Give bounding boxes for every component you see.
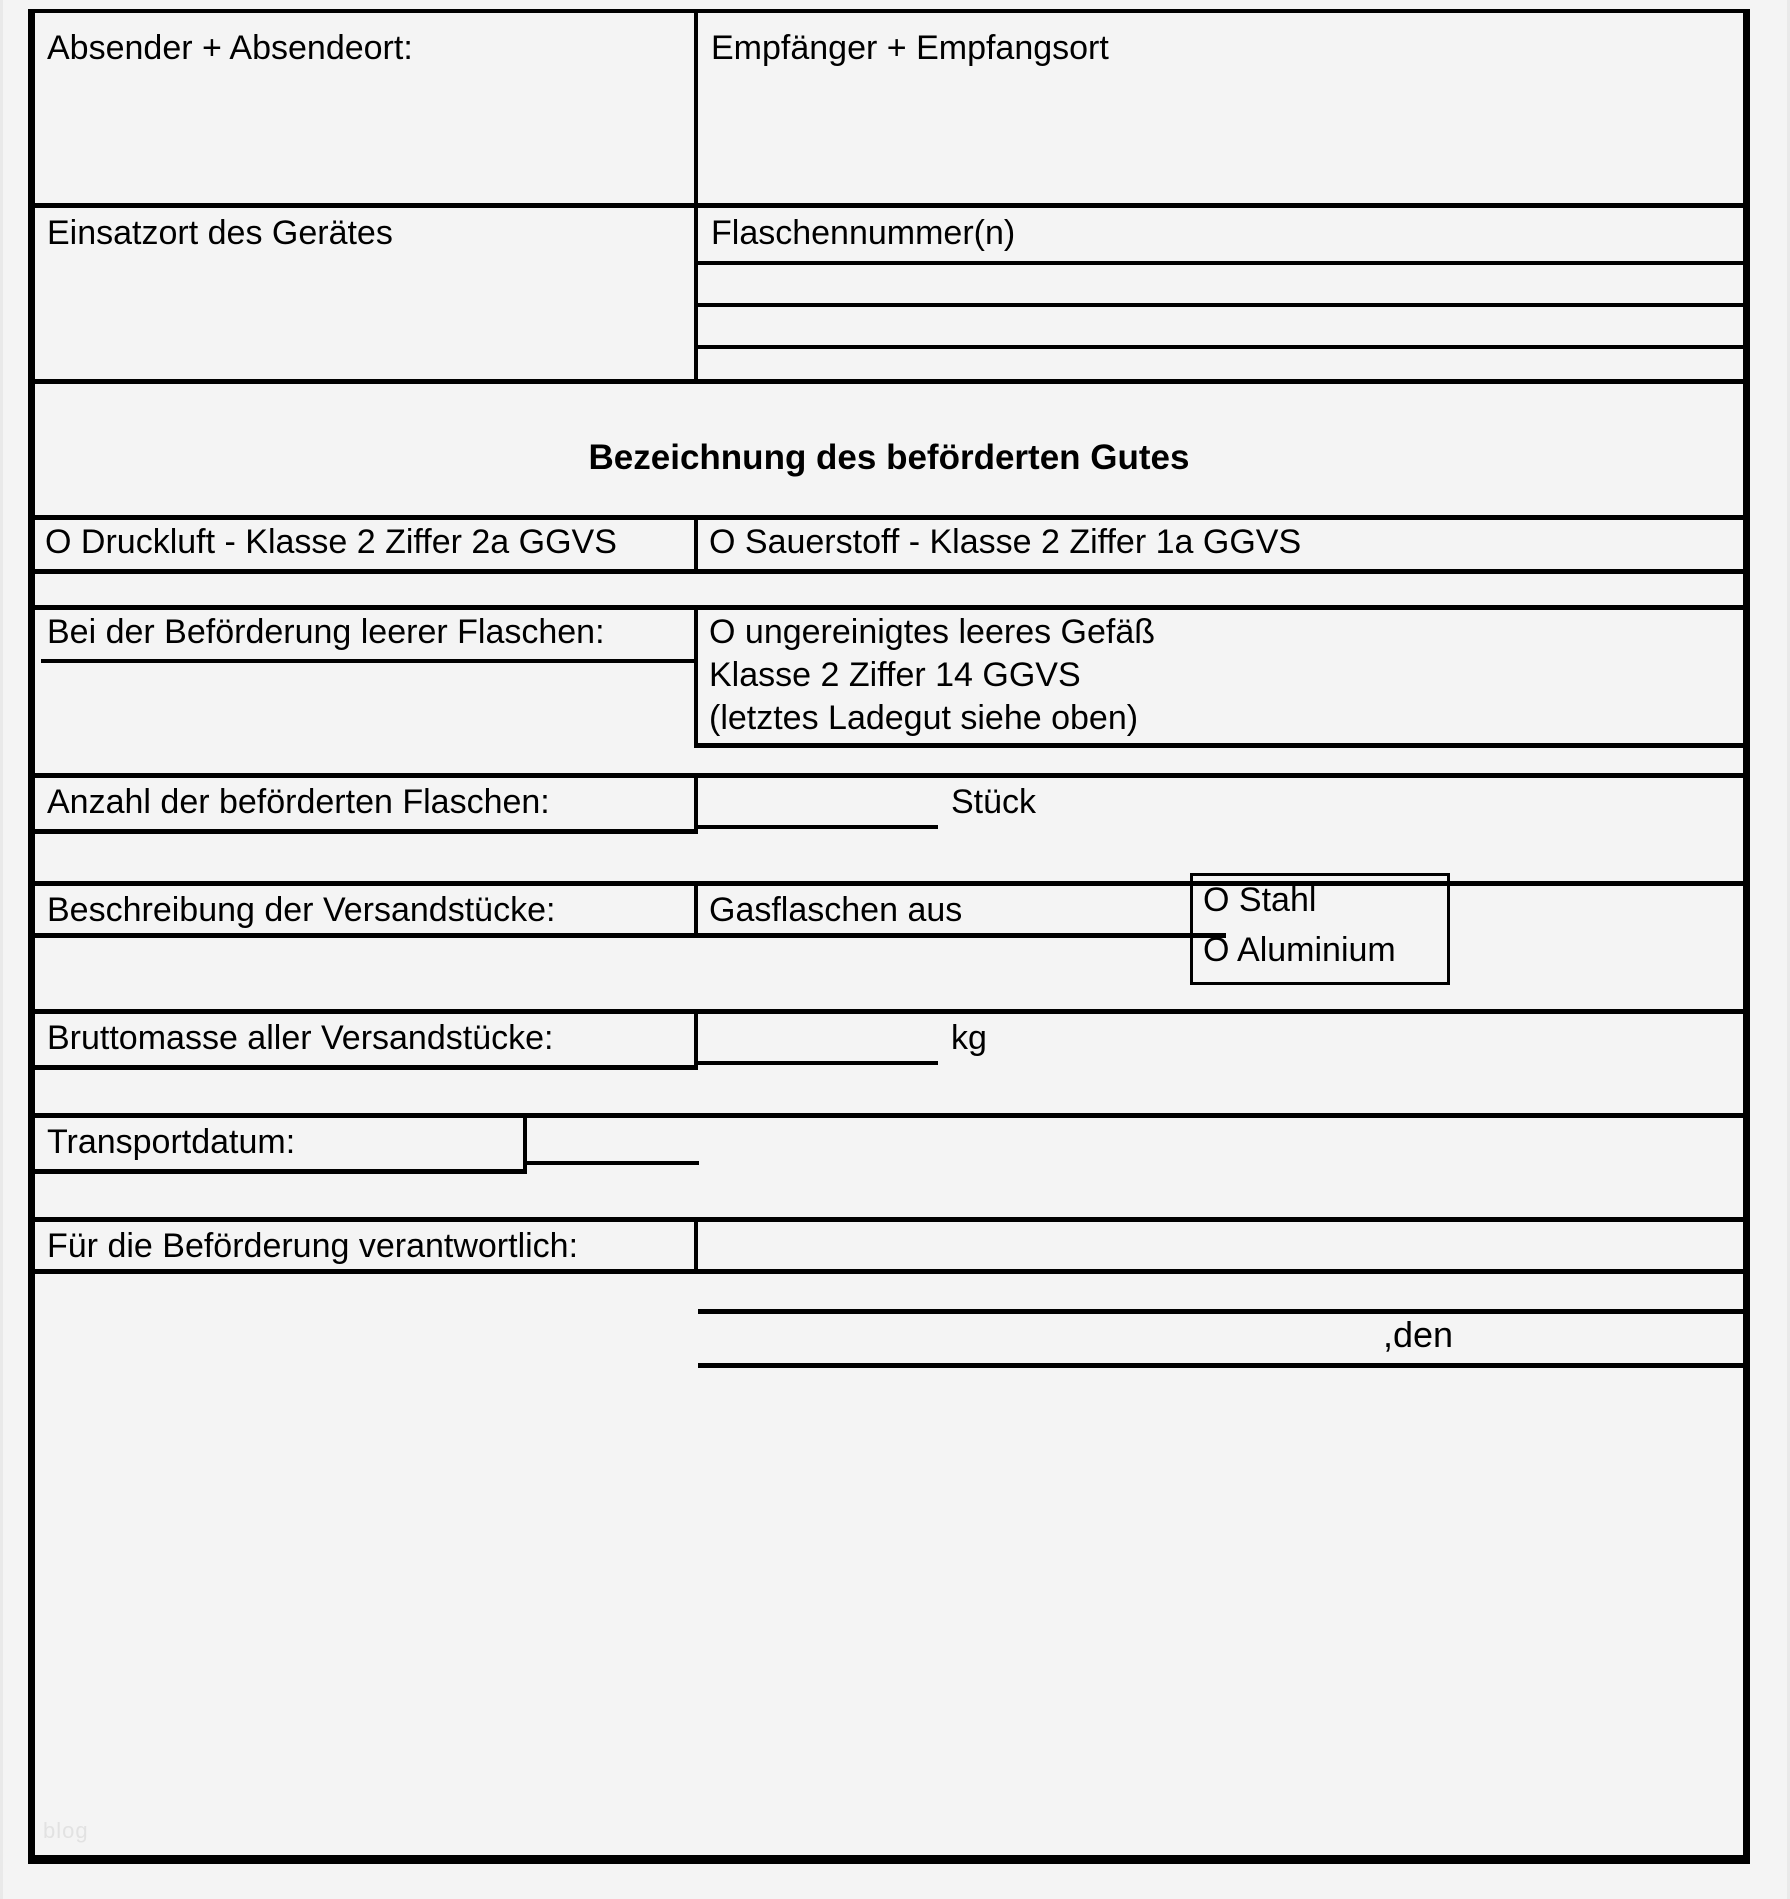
option-sauerstoff[interactable] bbox=[709, 525, 1301, 559]
deployment-location-label: Einsatzort des Gerätes bbox=[47, 214, 393, 252]
sender-input-area[interactable] bbox=[41, 68, 689, 198]
signature-input-area[interactable] bbox=[698, 1369, 1743, 1509]
deployment-column-divider bbox=[694, 207, 698, 382]
gross-mass-input[interactable] bbox=[700, 1021, 935, 1061]
gross-mass-fill-line[interactable] bbox=[698, 1061, 938, 1065]
empty-bottles-label: Bei der Beförderung leerer Flaschen: bbox=[47, 613, 605, 651]
deployment-location-input[interactable] bbox=[41, 253, 689, 378]
option-aluminium[interactable] bbox=[1203, 933, 1396, 967]
transport-date-input[interactable] bbox=[529, 1125, 697, 1161]
stahl-radio-marker[interactable]: O bbox=[1203, 881, 1239, 919]
gross-mass-unit: kg bbox=[951, 1019, 987, 1057]
recipient-label: Empfänger + Empfangsort bbox=[711, 29, 1109, 67]
divider-above-goods-heading bbox=[35, 379, 1743, 384]
goods-heading: Bezeichnung des beförderten Gutes bbox=[588, 438, 1190, 477]
signature-line[interactable] bbox=[698, 1363, 1743, 1368]
divider-above-count bbox=[35, 773, 1743, 778]
recipient-input-area[interactable] bbox=[707, 68, 1737, 198]
divider-above-transport-date bbox=[35, 1113, 1743, 1118]
empty-bottles-input-area[interactable] bbox=[41, 663, 689, 768]
bottle-count-label: Anzahl der beförderten Flaschen: bbox=[47, 783, 550, 821]
gas-option-divider bbox=[694, 519, 698, 569]
page-edge-left bbox=[0, 0, 3, 1899]
aluminium-radio-marker[interactable]: O bbox=[1203, 931, 1238, 969]
empty-bottles-option-line3: (letztes Ladegut siehe oben) bbox=[709, 699, 1139, 737]
transport-date-label: Transportdatum: bbox=[47, 1123, 296, 1161]
ungereinigt-label: ungereinigtes leeres Gefäß bbox=[744, 613, 1156, 651]
divider-under-goods-heading bbox=[35, 515, 1743, 520]
signature-date-separator: ,den bbox=[1383, 1314, 1454, 1355]
bottle-number-row-1[interactable] bbox=[701, 265, 1741, 303]
divider-above-responsible bbox=[35, 1217, 1743, 1222]
bottle-count-notes-row[interactable] bbox=[41, 833, 1741, 881]
transport-date-fill-line[interactable] bbox=[527, 1161, 699, 1165]
bottle-number-row-2[interactable] bbox=[701, 307, 1741, 345]
option-stahl[interactable] bbox=[1203, 883, 1316, 917]
gross-mass-label-end-divider bbox=[694, 1013, 698, 1065]
druckluft-radio-marker[interactable]: O bbox=[45, 523, 81, 561]
divider-under-addresses bbox=[35, 203, 1743, 208]
signature-place-input[interactable] bbox=[703, 1313, 1263, 1361]
option-druckluft[interactable] bbox=[45, 525, 617, 559]
divider-above-empty-bottles bbox=[35, 605, 1743, 610]
bottle-count-fill-line[interactable] bbox=[698, 825, 938, 829]
transport-document-form bbox=[28, 9, 1750, 1864]
empty-bottles-option-line2: Klasse 2 Ziffer 14 GGVS bbox=[709, 656, 1081, 694]
packages-description: Gasflaschen aus bbox=[709, 891, 963, 929]
divider-above-packages bbox=[35, 881, 1743, 886]
empty-bottles-divider bbox=[694, 609, 698, 747]
druckluft-label: Druckluft - Klasse 2 Ziffer 2a GGVS bbox=[80, 523, 617, 561]
divider-under-responsible-label bbox=[35, 1269, 1743, 1274]
responsible-label-end-divider bbox=[694, 1221, 698, 1273]
empty-bottles-option-line1[interactable] bbox=[709, 615, 1155, 649]
transport-date-notes-row[interactable] bbox=[41, 1173, 1741, 1217]
responsible-input[interactable] bbox=[700, 1229, 1740, 1269]
bottle-count-unit: Stück bbox=[951, 783, 1037, 821]
sauerstoff-label: Sauerstoff - Klasse 2 Ziffer 1a GGVS bbox=[744, 523, 1302, 561]
sender-label: Absender + Absendeort: bbox=[47, 29, 413, 67]
bottle-count-input[interactable] bbox=[700, 785, 935, 825]
bottle-number-row-3[interactable] bbox=[701, 349, 1741, 383]
divider-above-gross-mass bbox=[35, 1009, 1743, 1014]
stahl-label: Stahl bbox=[1238, 881, 1317, 919]
sauerstoff-radio-marker[interactable]: O bbox=[709, 523, 745, 561]
ungereinigt-radio-marker[interactable]: O bbox=[709, 613, 745, 651]
packages-label-end-divider bbox=[694, 885, 698, 937]
signature-date-input[interactable] bbox=[1465, 1313, 1735, 1361]
gross-mass-notes-row[interactable] bbox=[41, 1069, 1741, 1113]
top-column-divider bbox=[694, 13, 698, 203]
responsible-label: Für die Beförderung verantwortlich: bbox=[47, 1227, 579, 1265]
gas-option-notes-row[interactable] bbox=[41, 573, 1741, 605]
divider-under-empty-bottles-option bbox=[694, 743, 1743, 748]
bottle-count-label-end-divider bbox=[694, 777, 698, 829]
bottle-number-label: Flaschennummer(n) bbox=[711, 214, 1016, 252]
gross-mass-label: Bruttomasse aller Versandstücke: bbox=[47, 1019, 554, 1057]
packages-label: Beschreibung der Versandstücke: bbox=[47, 891, 556, 929]
blog-watermark: blog bbox=[43, 1818, 89, 1843]
signature-left-blank-area[interactable] bbox=[41, 1275, 691, 1515]
aluminium-label: Aluminium bbox=[1237, 931, 1396, 969]
packages-notes-row[interactable] bbox=[41, 937, 1181, 1001]
